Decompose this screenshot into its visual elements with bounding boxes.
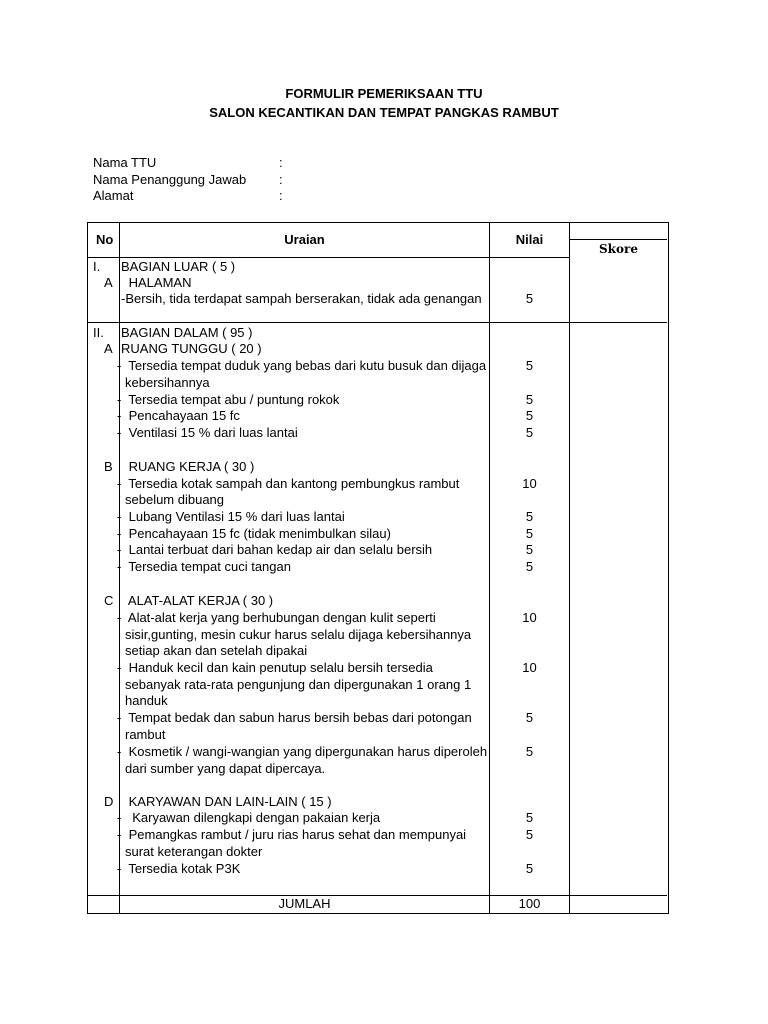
row-description: kebersihannya <box>125 375 210 390</box>
row-description: Handuk kecil dan kain penutup selalu bersih tersedia <box>125 660 433 675</box>
row-nilai: 5 <box>525 425 534 440</box>
row-description: BAGIAN LUAR ( 5 ) <box>121 259 236 274</box>
row-number: - <box>117 509 122 524</box>
column-divider <box>569 222 570 914</box>
row-description: Tersedia tempat abu / puntung rokok <box>125 392 340 407</box>
row-nilai: 5 <box>525 710 534 725</box>
row-divider <box>569 239 667 240</box>
row-nilai: 5 <box>525 559 534 574</box>
row-number: - <box>117 660 122 675</box>
row-description: ALAT-ALAT KERJA ( 30 ) <box>125 593 274 608</box>
row-nilai: 5 <box>525 744 534 759</box>
row-nilai: 5 <box>525 542 534 557</box>
field-label-alamat: Alamat <box>93 188 134 203</box>
row-number: - <box>117 744 122 759</box>
row-number: C <box>104 593 114 608</box>
row-number: - <box>117 559 122 574</box>
row-nilai: 5 <box>525 526 534 541</box>
row-number: - <box>117 542 122 557</box>
row-number: - <box>117 810 122 825</box>
field-label-penanggung-jawab: Nama Penanggung Jawab <box>93 172 247 187</box>
row-description: dari sumber yang dapat dipercaya. <box>125 761 326 776</box>
row-description: Pencahayaan 15 fc (tidak menimbulkan silau) <box>125 526 391 541</box>
row-description: KARYAWAN DAN LAIN-LAIN ( 15 ) <box>125 794 332 809</box>
row-number: A <box>104 275 113 290</box>
header-no: No <box>96 232 114 247</box>
row-description: Tersedia tempat duduk yang bebas dari kutu busuk dan dijaga <box>125 358 487 373</box>
row-description: Lantai terbuat dari bahan kedap air dan selalu bersih <box>125 542 433 557</box>
row-number: - <box>117 710 122 725</box>
row-nilai: 5 <box>525 392 534 407</box>
row-description: Karyawan dilengkapi dengan pakaian kerja <box>125 810 381 825</box>
row-nilai: 5 <box>525 509 534 524</box>
row-nilai: 5 <box>525 408 534 423</box>
row-description: Ventilasi 15 % dari luas lantai <box>125 425 298 440</box>
row-description: rambut <box>125 727 166 742</box>
row-description: Tersedia kotak P3K <box>125 861 241 876</box>
row-number: - <box>117 861 122 876</box>
row-number: - <box>117 610 122 625</box>
header-nilai: Nilai <box>515 232 544 247</box>
row-nilai: 5 <box>525 827 534 842</box>
row-description: sebelum dibuang <box>125 492 225 507</box>
header-skore: Skore <box>599 242 638 256</box>
row-description: Pencahayaan 15 fc <box>125 408 240 423</box>
row-number: I. <box>93 259 101 274</box>
row-description: sebanyak rata-rata pengunjung dan dipergunakan 1 orang 1 <box>125 677 472 692</box>
field-colon: : <box>279 188 283 203</box>
row-description: -Bersih, tida terdapat sampah berserakan, tidak ada genangan <box>121 291 482 306</box>
row-number: D <box>104 794 114 809</box>
row-number: - <box>117 526 122 541</box>
form-title: FORMULIR PEMERIKSAAN TTU <box>285 86 483 101</box>
row-nilai: 10 <box>522 476 537 491</box>
form-subtitle: SALON KECANTIKAN DAN TEMPAT PANGKAS RAMBUT <box>209 105 559 120</box>
row-description: RUANG KERJA ( 30 ) <box>125 459 255 474</box>
row-nilai: 5 <box>525 810 534 825</box>
row-number: - <box>117 425 122 440</box>
row-description: surat keterangan dokter <box>125 844 263 859</box>
row-number: A <box>104 341 113 356</box>
row-description: Kosmetik / wangi-wangian yang dipergunakan harus diperoleh <box>125 744 488 759</box>
row-nilai: 10 <box>522 610 537 625</box>
row-description: Pemangkas rambut / juru rias harus sehat dan mempunyai <box>125 827 467 842</box>
header-uraian: Uraian <box>284 232 325 247</box>
row-description: BAGIAN DALAM ( 95 ) <box>121 325 253 340</box>
row-nilai: 5 <box>525 358 534 373</box>
row-nilai: 5 <box>525 861 534 876</box>
row-description: Tempat bedak dan sabun harus bersih bebas dari potongan <box>125 710 472 725</box>
row-description: RUANG TUNGGU ( 20 ) <box>121 341 262 356</box>
field-colon: : <box>279 155 283 170</box>
total-value: 100 <box>518 896 541 911</box>
row-description: Tersedia kotak sampah dan kantong pembungkus rambut <box>125 476 460 491</box>
row-description: Alat-alat kerja yang berhubungan dengan kulit seperti <box>125 610 436 625</box>
total-label: JUMLAH <box>278 896 331 911</box>
row-number: B <box>104 459 113 474</box>
row-number: - <box>117 827 122 842</box>
row-description: sisir,gunting, mesin cukur harus selalu dijaga kebersihannya <box>125 627 472 642</box>
field-label-nama-ttu: Nama TTU <box>93 155 157 170</box>
row-description: handuk <box>125 693 168 708</box>
row-number: - <box>117 392 122 407</box>
row-description: HALAMAN <box>125 275 192 290</box>
row-divider <box>87 322 667 323</box>
row-number: - <box>117 358 122 373</box>
field-colon: : <box>279 172 283 187</box>
row-nilai: 5 <box>525 291 534 306</box>
row-number: - <box>117 408 122 423</box>
row-description: setiap akan dan setelah dipakai <box>125 643 308 658</box>
row-number: II. <box>93 325 104 340</box>
row-description: Tersedia tempat cuci tangan <box>125 559 291 574</box>
row-description: Lubang Ventilasi 15 % dari luas lantai <box>125 509 345 524</box>
row-number: - <box>117 476 122 491</box>
row-divider <box>87 257 569 258</box>
row-nilai: 10 <box>522 660 537 675</box>
